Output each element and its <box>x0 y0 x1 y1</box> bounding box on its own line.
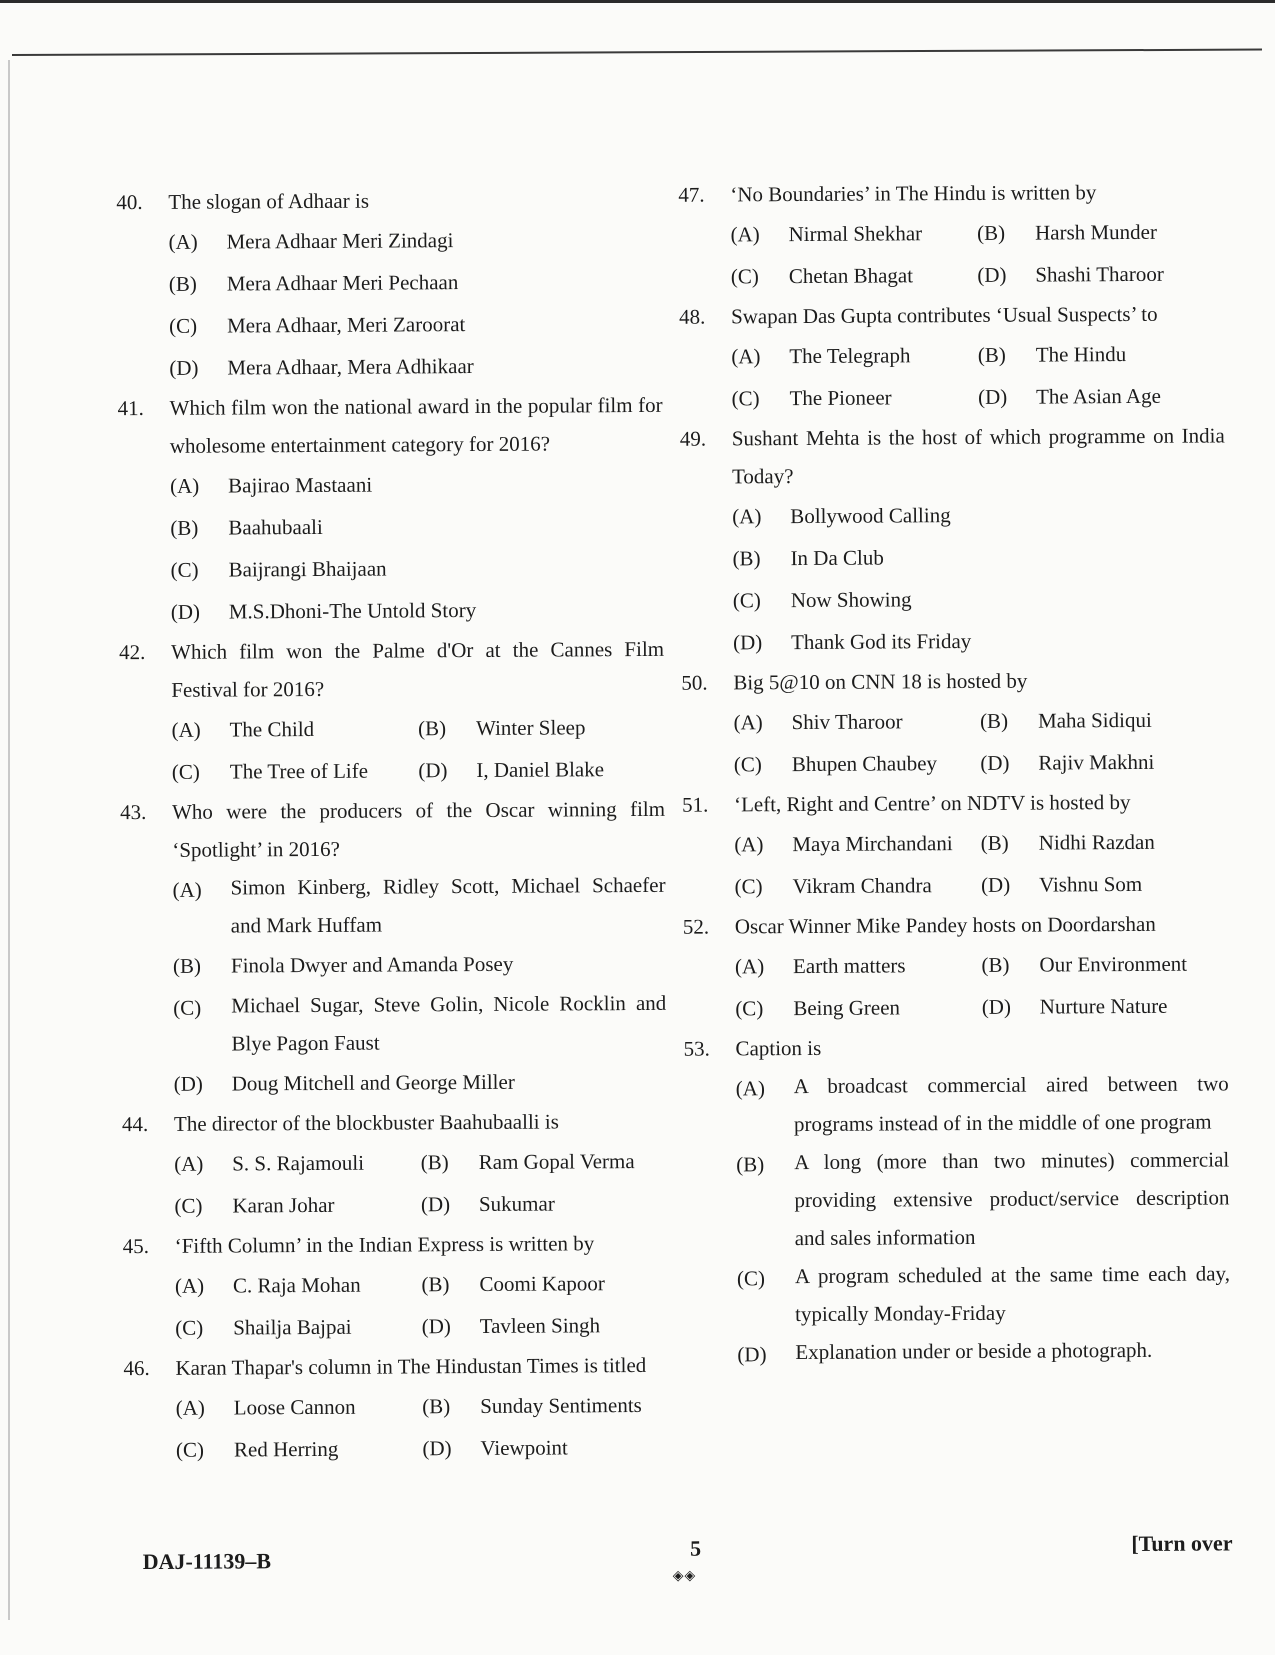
option-letter: (C) <box>173 995 202 1020</box>
question-text: Which film won the national award in the popular film for wholesome entertainment category for 2016? <box>169 392 663 458</box>
options-block <box>174 1140 668 1227</box>
question-text: ‘Fifth Column’ in the Indian Express is written by <box>174 1231 595 1258</box>
option-d <box>980 740 1227 784</box>
options-row <box>170 546 663 591</box>
option-text: Explanation under or beside a photograph. <box>795 1337 1153 1365</box>
question-number: 46. <box>123 1356 150 1381</box>
options-block <box>736 1064 1231 1375</box>
option-letter: (A) <box>174 1273 205 1298</box>
question-47 <box>678 172 1224 297</box>
option-letter: (D) <box>980 750 1010 775</box>
options-row <box>731 332 1224 377</box>
page-number: 5 <box>689 1535 702 1561</box>
option-text: Mera Adhaar Meri Pechaan <box>226 270 459 296</box>
option-b <box>732 534 1225 579</box>
option-text: The Tree of Life <box>229 758 369 784</box>
question-text: Karan Thapar's column in The Hindustan Times is titled <box>175 1352 647 1380</box>
options-block <box>176 1384 670 1471</box>
question-number: 45. <box>122 1234 150 1259</box>
option-b <box>169 260 662 305</box>
option-a <box>174 1141 421 1185</box>
question-text: Which film won the Palme d'Or at the Cannes Film Festival for 2016? <box>171 636 665 702</box>
option-text: Vishnu Som <box>1038 871 1143 897</box>
option-letter: (C) <box>731 386 760 411</box>
option-d <box>422 1304 669 1348</box>
option-b <box>421 1262 668 1306</box>
options-block <box>172 866 666 1105</box>
options-row <box>734 862 1227 907</box>
option-text: Baahubaali <box>228 514 323 540</box>
option-text: Shiv Tharoor <box>791 709 903 735</box>
option-letter: (D) <box>977 384 1008 409</box>
option-text: Bollywood Calling <box>790 503 951 529</box>
option-letter: (A) <box>171 717 201 742</box>
options-row <box>732 534 1225 579</box>
option-letter: (D) <box>418 758 448 783</box>
options-row <box>173 984 666 1063</box>
options-row <box>171 706 664 751</box>
right-column <box>678 172 1230 1375</box>
options-row <box>733 576 1226 621</box>
question-text: Oscar Winner Mike Pandey hosts on Doordarshan <box>734 911 1156 939</box>
option-letter: (D) <box>732 630 763 655</box>
option-letter: (B) <box>417 716 447 741</box>
option-letter: (B) <box>976 220 1006 245</box>
option-text: The Asian Age <box>1035 383 1161 409</box>
option-letter: (B) <box>172 953 202 978</box>
question-text: Swapan Das Gupta contributes ‘Usual Suspects’ to <box>730 301 1158 329</box>
option-letter: (B) <box>980 830 1009 855</box>
question-43 <box>120 790 667 1105</box>
option-text: Thank God its Friday <box>790 628 972 655</box>
option-text: Karan Johar <box>232 1192 335 1218</box>
option-letter: (B) <box>421 1272 450 1297</box>
question-48 <box>679 294 1225 419</box>
option-text: Shailja Bajpai <box>233 1314 352 1340</box>
option-text: Red Herring <box>233 1436 339 1462</box>
option-a <box>168 218 661 263</box>
question-number: 41. <box>117 396 144 421</box>
question-number: 52. <box>682 914 710 939</box>
option-letter: (A) <box>733 710 763 735</box>
option-letter: (A) <box>172 877 202 902</box>
option-text: The Hindu <box>1035 342 1127 367</box>
option-c <box>169 302 662 347</box>
option-letter: (A) <box>734 832 764 857</box>
options-row <box>735 984 1228 1029</box>
option-text: A program scheduled at the same time each day, typically Monday-Friday <box>794 1261 1230 1327</box>
option-text: The Pioneer <box>789 385 892 411</box>
options-row <box>174 1182 667 1227</box>
option-letter: (A) <box>732 504 762 529</box>
question-text: Big 5@10 on CNN 18 is hosted by <box>733 668 1028 695</box>
option-text: Simon Kinberg, Ridley Scott, Michael Schaefer and Mark Huffam <box>230 872 666 938</box>
option-letter: (D) <box>170 599 201 624</box>
question-text: The director of the blockbuster Baahubaalli is <box>173 1109 559 1136</box>
question-text: Caption is <box>735 1035 822 1061</box>
question-text: The slogan of Adhaar is <box>168 188 370 214</box>
option-letter: (C) <box>175 1437 205 1462</box>
options-row <box>174 1060 667 1105</box>
question-number: 49. <box>679 426 707 451</box>
option-text: In Da Club <box>790 545 884 571</box>
option-text: Bhupen Chaubey <box>791 751 938 777</box>
option-d <box>418 748 665 792</box>
option-letter: (D) <box>169 355 199 380</box>
option-b <box>736 1140 1230 1257</box>
option-letter: (D) <box>420 1192 451 1217</box>
option-b <box>981 942 1228 986</box>
question-53 <box>683 1026 1230 1375</box>
option-d <box>981 862 1228 906</box>
option-d <box>978 374 1225 418</box>
option-text: Maha Sidiqui <box>1037 707 1152 733</box>
question-number: 40. <box>116 190 143 215</box>
option-text: S. S. Rajamouli <box>232 1150 365 1176</box>
option-letter: (B) <box>422 1394 451 1419</box>
option-d <box>982 984 1229 1028</box>
question-41 <box>117 386 663 633</box>
option-text: The Child <box>229 716 315 742</box>
option-d <box>733 618 1226 663</box>
options-block <box>735 942 1229 1029</box>
option-a <box>736 1064 1229 1143</box>
options-block <box>731 332 1225 419</box>
option-d <box>977 252 1224 296</box>
option-d <box>421 1182 668 1226</box>
question-number: 44. <box>121 1112 149 1137</box>
option-c <box>733 576 1226 621</box>
options-row <box>170 462 663 507</box>
option-letter: (A) <box>168 229 198 254</box>
option-b <box>418 706 665 750</box>
options-row <box>734 740 1227 785</box>
option-text: Tavleen Singh <box>479 1313 601 1338</box>
option-text: A long (more than two minutes) commercial providing extensive product/service description and sales information <box>794 1147 1230 1251</box>
option-a <box>734 822 981 866</box>
question-number: 43. <box>119 800 147 825</box>
option-a <box>171 707 418 751</box>
option-a <box>172 866 665 945</box>
option-text: Earth matters <box>792 953 906 979</box>
option-text: Vikram Chandra <box>792 873 932 899</box>
option-text: Mera Adhaar, Mera Adhikaar <box>227 354 474 380</box>
option-a <box>170 462 663 507</box>
options-row <box>733 618 1226 663</box>
option-a <box>730 212 977 256</box>
option-b <box>421 1140 668 1184</box>
options-block <box>170 462 664 633</box>
option-a <box>176 1385 423 1429</box>
option-d <box>422 1426 669 1470</box>
option-b <box>978 332 1225 376</box>
question-42 <box>119 630 665 793</box>
options-row <box>734 820 1227 865</box>
option-c <box>176 1427 423 1471</box>
question-46 <box>123 1346 669 1471</box>
options-block <box>175 1262 669 1349</box>
option-text: Nirmal Shekhar <box>788 221 923 247</box>
option-c <box>170 546 663 591</box>
option-text: Sunday Sentiments <box>480 1393 642 1418</box>
option-text: A broadcast commercial aired between two programs instead of in the middle of one program <box>793 1071 1229 1137</box>
option-b <box>170 504 663 549</box>
option-letter: (A) <box>169 473 200 498</box>
option-letter: (B) <box>732 546 761 571</box>
question-number: 47. <box>678 182 705 207</box>
options-row <box>168 218 661 263</box>
option-a <box>732 492 1225 537</box>
option-text: Sukumar <box>478 1191 555 1216</box>
option-letter: (C) <box>734 874 763 899</box>
options-row <box>736 1140 1230 1257</box>
option-b <box>173 942 666 987</box>
question-number: 50. <box>681 670 708 695</box>
options-block <box>168 218 662 389</box>
option-letter: (B) <box>168 271 197 296</box>
question-text: Sushant Mehta is the host of which programme on India Today? <box>731 423 1225 489</box>
option-letter: (B) <box>981 952 1010 977</box>
option-letter: (D) <box>977 262 1007 287</box>
options-row <box>173 942 666 987</box>
option-letter: (D) <box>173 1071 203 1096</box>
question-number: 53. <box>683 1036 710 1061</box>
question-text: ‘No Boundaries’ in The Hindu is written by <box>730 180 1097 207</box>
option-text: Mera Adhaar Meri Zindagi <box>226 228 454 254</box>
option-text: Michael Sugar, Steve Golin, Nicole Rocklin and Blye Pagon Faust <box>231 990 667 1056</box>
option-text: Baijrangi Bhaijaan <box>228 556 387 582</box>
options-row <box>176 1384 669 1429</box>
options-row <box>169 260 662 305</box>
option-text: Harsh Munder <box>1034 219 1158 245</box>
option-letter: (D) <box>981 994 1011 1019</box>
question-40 <box>116 180 662 389</box>
option-a <box>733 700 980 744</box>
question-text: ‘Left, Right and Centre’ on NDTV is hosted by <box>733 790 1131 817</box>
options-row <box>737 1254 1230 1333</box>
turn-over-label: [Turn over <box>1131 1530 1233 1557</box>
question-45 <box>123 1224 669 1349</box>
option-letter: (C) <box>169 313 198 338</box>
option-text: Ram Gopal Verma <box>478 1149 635 1174</box>
option-letter: (C) <box>170 557 199 582</box>
option-text: Finola Dwyer and Amanda Posey <box>230 951 514 978</box>
question-number: 51. <box>681 792 709 817</box>
option-text: Coomi Kapoor <box>479 1271 605 1296</box>
options-row <box>175 1262 668 1307</box>
options-row <box>730 210 1223 255</box>
left-column <box>116 180 669 1471</box>
options-row <box>175 1304 668 1349</box>
option-c <box>731 254 978 298</box>
option-letter: (A) <box>175 1395 205 1420</box>
option-c <box>735 986 982 1030</box>
options-row <box>731 252 1224 297</box>
option-letter: (B) <box>420 1150 449 1175</box>
paper-code: DAJ-11139–B <box>142 1548 272 1575</box>
option-letter: (C) <box>730 264 759 289</box>
option-text: M.S.Dhoni-The Untold Story <box>228 597 477 624</box>
option-d <box>174 1060 667 1105</box>
option-text: I, Daniel Blake <box>476 757 605 782</box>
options-row <box>169 344 662 389</box>
option-letter: (C) <box>175 1315 204 1340</box>
option-text: Doug Mitchell and George Miller <box>231 1069 515 1096</box>
question-49 <box>680 416 1226 663</box>
option-b <box>422 1384 669 1428</box>
option-text: Nidhi Razdan <box>1038 829 1155 855</box>
option-text: Rajiv Makhni <box>1038 749 1155 775</box>
option-c <box>737 1254 1230 1333</box>
options-row <box>732 492 1225 537</box>
option-text: Chetan Bhagat <box>788 263 914 289</box>
option-text: Shashi Tharoor <box>1035 261 1164 287</box>
option-a <box>175 1263 422 1307</box>
option-c <box>174 1183 421 1227</box>
option-d <box>169 344 662 389</box>
option-text: Viewpoint <box>480 1435 568 1460</box>
options-row <box>172 866 665 945</box>
option-a <box>731 334 978 378</box>
options-row <box>170 504 663 549</box>
option-letter: (B) <box>979 708 1009 733</box>
options-block <box>734 820 1228 907</box>
option-text: Loose Cannon <box>233 1394 356 1420</box>
option-letter: (C) <box>733 752 762 777</box>
option-text: Now Showing <box>790 587 912 613</box>
option-letter: (C) <box>732 588 761 613</box>
options-row <box>737 1330 1230 1375</box>
question-51 <box>682 782 1228 907</box>
options-row <box>171 588 664 633</box>
option-letter: (A) <box>730 222 760 247</box>
option-text: Our Environment <box>1039 951 1188 977</box>
options-block <box>732 492 1226 663</box>
question-text: Who were the producers of the Oscar winning film ‘Spotlight’ in 2016? <box>171 796 666 862</box>
options-row <box>176 1426 669 1471</box>
option-letter: (A) <box>731 344 761 369</box>
question-number: 48. <box>678 304 706 329</box>
option-c <box>175 1305 422 1349</box>
option-text: Winter Sleep <box>475 715 586 740</box>
options-row <box>736 1064 1229 1143</box>
option-text: Maya Mirchandani <box>792 831 953 857</box>
option-letter: (A) <box>735 1076 765 1101</box>
option-a <box>735 944 982 988</box>
option-text: The Telegraph <box>789 343 911 369</box>
options-block <box>730 210 1224 297</box>
option-d <box>737 1330 1230 1375</box>
option-text: Being Green <box>793 995 901 1021</box>
option-d <box>171 588 664 633</box>
options-row <box>735 942 1228 987</box>
question-44 <box>122 1102 668 1227</box>
option-letter: (A) <box>174 1151 204 1176</box>
option-letter: (D) <box>980 872 1011 897</box>
option-b <box>980 698 1227 742</box>
diamond-ornament-icon: ◈◈ <box>672 1568 697 1584</box>
option-letter: (C) <box>174 1193 203 1218</box>
option-letter: (A) <box>734 954 765 979</box>
option-letter: (C) <box>171 759 200 784</box>
option-letter: (D) <box>737 1342 767 1367</box>
options-row <box>172 748 665 793</box>
options-row <box>731 374 1224 419</box>
option-text: Nurture Nature <box>1039 993 1168 1019</box>
question-50 <box>681 660 1227 785</box>
options-row <box>733 698 1226 743</box>
question-number: 42. <box>119 640 146 665</box>
option-c <box>172 749 419 793</box>
option-b <box>981 820 1228 864</box>
option-letter: (D) <box>422 1436 452 1461</box>
option-text: Mera Adhaar, Meri Zaroorat <box>227 312 466 338</box>
option-c <box>173 984 666 1063</box>
options-block <box>171 706 665 793</box>
option-text: C. Raja Mohan <box>232 1272 361 1298</box>
option-letter: (C) <box>735 996 764 1021</box>
options-row <box>174 1140 667 1185</box>
option-c <box>731 376 978 420</box>
question-52 <box>683 904 1229 1029</box>
option-letter: (B) <box>170 515 199 540</box>
options-row <box>169 302 662 347</box>
option-c <box>734 742 981 786</box>
option-letter: (D) <box>421 1314 451 1339</box>
option-letter: (C) <box>736 1266 765 1291</box>
option-letter: (B) <box>736 1152 765 1177</box>
option-letter: (B) <box>977 342 1006 367</box>
option-text: Bajirao Mastaani <box>227 472 373 498</box>
option-b <box>977 210 1224 254</box>
option-c <box>734 864 981 908</box>
options-block <box>733 698 1227 785</box>
